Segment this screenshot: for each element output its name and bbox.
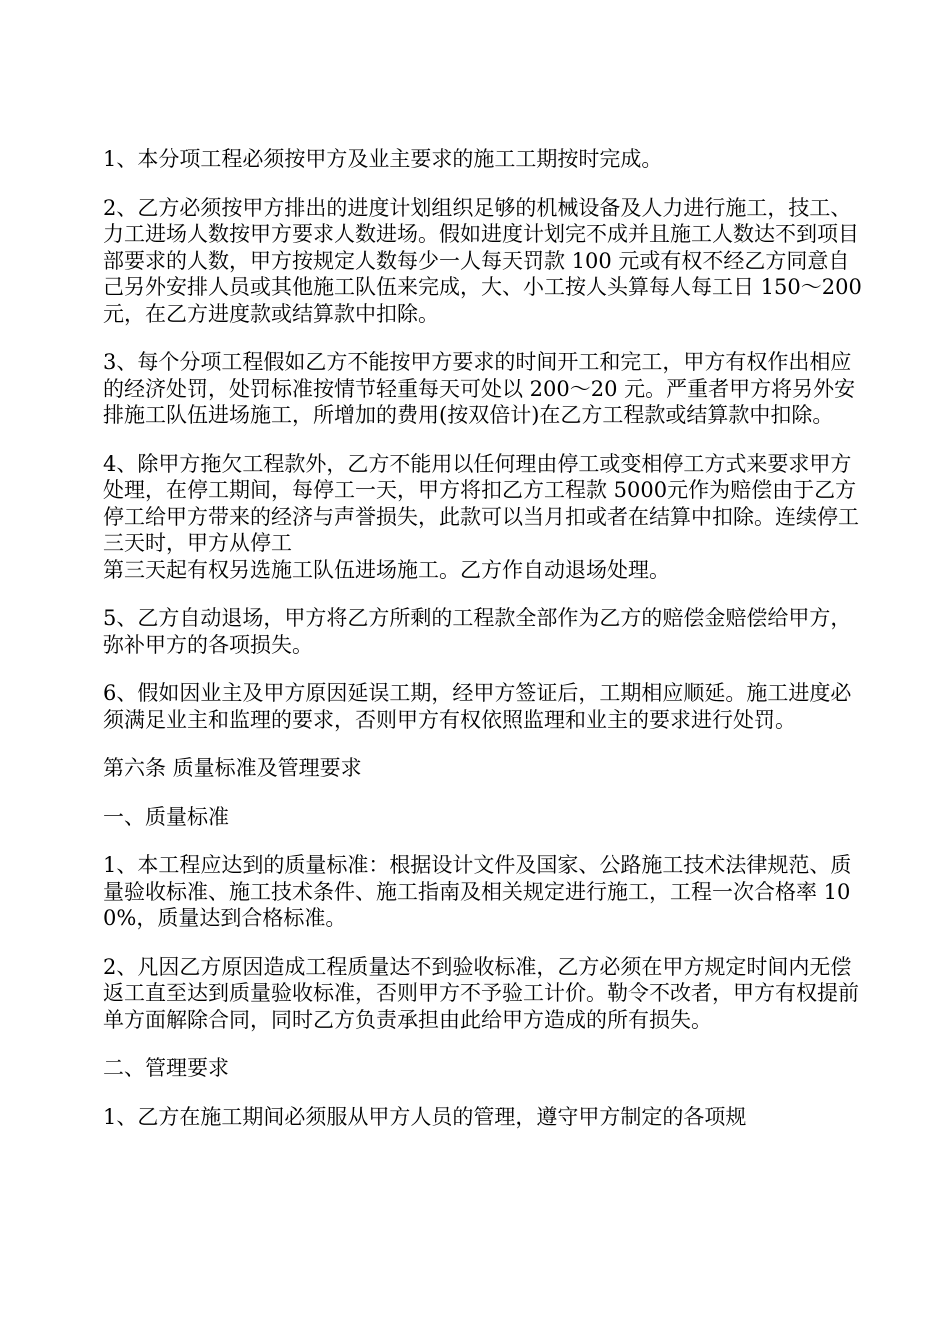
clause-5-exit: 5、乙方自动退场，甲方将乙方所剩的工程款全部作为乙方的赔偿金赔偿给甲方，弥补甲方的各项损失。	[103, 606, 852, 657]
quality-clause-1: 1、本工程应达到的质量标准：根据设计文件及国家、公路施工技术法律规范、质量验收标准、施工技术条件、施工指南及相关规定进行施工，工程一次合格率 100%，质量达到合格标准。	[103, 853, 852, 930]
management-clause-1: 1、乙方在施工期间必须服从甲方人员的管理，遵守甲方制定的各项规	[103, 1104, 747, 1129]
clause-4-work-stoppage: 4、除甲方拖欠工程款外，乙方不能用以任何理由停工或变相停工方式来要求甲方处理，在停工期间，每停工一天，甲方将扣乙方工程款 5000元作为赔偿由于乙方停工给甲方带来的经济与声誉损失，此款可以当月扣或者在结算中扣除。连续停工三天时，甲方从停工 第三天起有权另选施工队伍进场施工。乙方作自动退场处理。	[103, 451, 859, 582]
article-6-title: 第六条 质量标准及管理要求	[103, 756, 362, 780]
clause-3-penalty: 3、每个分项工程假如乙方不能按甲方要求的时间开工和完工，甲方有权作出相应的经济处罚，处罚标准按情节轻重每天可处以 200～20 元。严重者甲方将另外安排施工队伍进场施工，所增加的费用(按双倍计)在乙方工程款或结算款中扣除。	[103, 350, 856, 427]
quality-clause-2: 2、凡因乙方原因造成工程质量达不到验收标准，乙方必须在甲方规定时间内无偿返工直至达到质量验收标准，否则甲方不予验工计价。勒令不改者，甲方有权提前单方面解除合同，同时乙方负责承担由此给甲方造成的所有损失。	[103, 954, 859, 1032]
section-management-requirements: 二、管理要求	[103, 1056, 229, 1080]
section-quality-standard: 一、质量标准	[103, 804, 229, 829]
document-body	[103, 146, 869, 1152]
clause-2-staffing: 2、乙方必须按甲方排出的进度计划组织足够的机械设备及人力进行施工，技工、力工进场人数按甲方要求人数进场。假如进度计划完不成并且施工人数达不到项目部要求的人数，甲方按规定人数每少一人每天罚款 100 元或有权不经乙方同意自己另外安排人员或其他施工队伍来完成，大、小工按人头算每人每工日 150～200 元，在乙方进度款或结算款中扣除。	[103, 195, 869, 326]
clause-1-schedule: 1、本分项工程必须按甲方及业主要求的施工工期按时完成。	[103, 147, 663, 171]
clause-6-delay: 6、假如因业主及甲方原因延误工期，经甲方签证后，工期相应顺延。施工进度必须满足业主和监理的要求，否则甲方有权依照监理和业主的要求进行处罚。	[103, 681, 852, 732]
